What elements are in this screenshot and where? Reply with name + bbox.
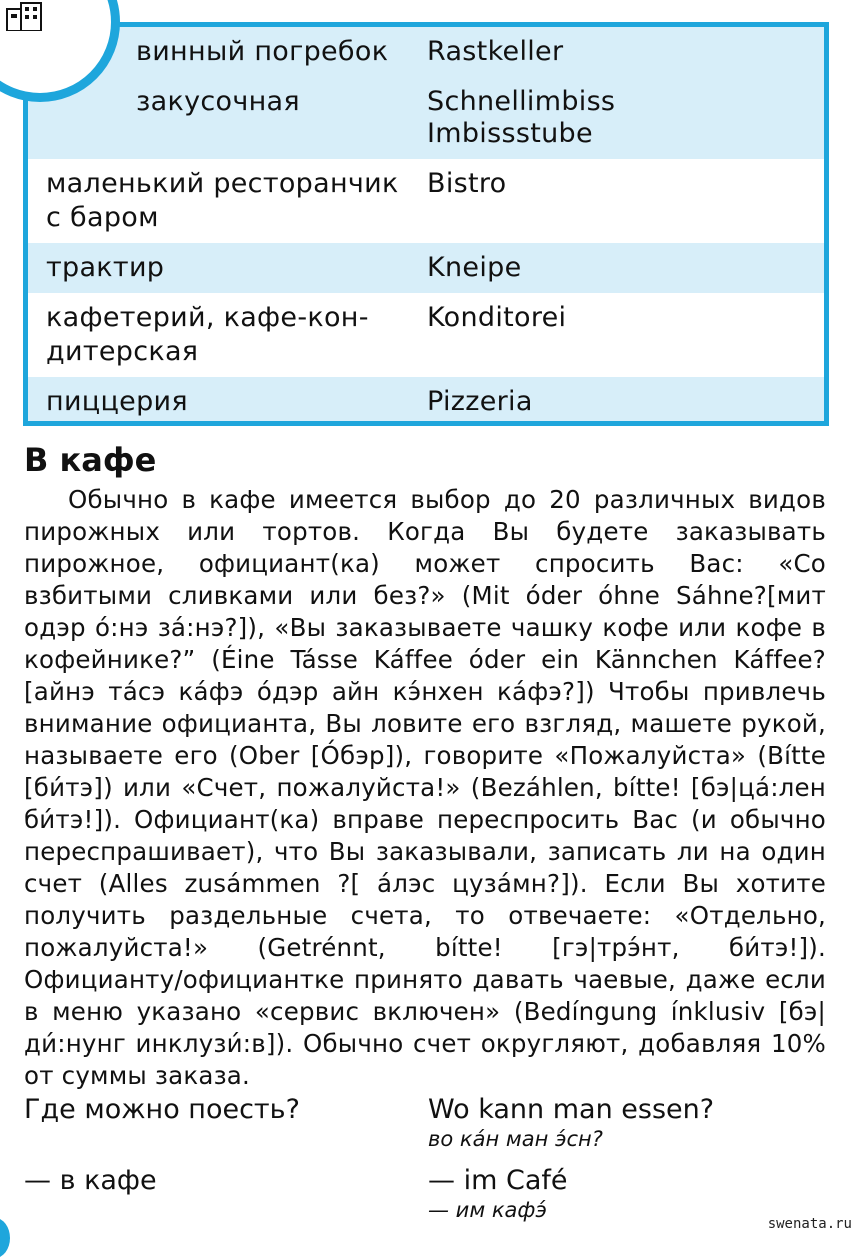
phrase-ru: — в кафе — [24, 1165, 157, 1196]
de-term: Rastkeller — [427, 36, 564, 67]
table-row — [28, 27, 824, 77]
phrase-pronunciation: во ка́н ман э́сн? — [428, 1127, 603, 1151]
ru-term-cont: с баром — [46, 202, 159, 233]
section-heading: В кафе — [24, 441, 157, 479]
table-row — [28, 377, 824, 421]
table-row — [28, 77, 824, 159]
de-term: Bistro — [427, 168, 507, 199]
phrase-ru: Где можно поесть? — [24, 1094, 300, 1125]
phrase-de: — im Café — [428, 1165, 568, 1196]
watermark: swenata.ru — [767, 1216, 852, 1232]
table-row — [28, 159, 824, 243]
de-term: Schnellimbiss — [427, 86, 616, 117]
table-row — [28, 293, 824, 377]
ru-term: закусочная — [136, 86, 300, 117]
de-term: Kneipe — [427, 252, 522, 283]
de-term: Pizzeria — [427, 386, 533, 417]
ru-term: маленький ресторанчик — [46, 168, 399, 199]
vocabulary-table — [23, 22, 829, 426]
ru-term: пиццерия — [46, 386, 188, 417]
ru-term: кафетерий, кафе-кон- — [46, 302, 369, 333]
ru-term: винный погребок — [136, 36, 389, 67]
table-row — [28, 243, 824, 293]
phrase-de: Wo kann man essen? — [428, 1094, 715, 1125]
corner-decoration — [0, 1218, 10, 1258]
building-icon — [5, 1, 45, 31]
phrase-pronunciation: — им кафэ́ — [428, 1198, 547, 1222]
ru-term: трактир — [46, 252, 165, 283]
ru-term-cont: дитерская — [46, 336, 199, 367]
de-term: Konditorei — [427, 302, 567, 333]
section-paragraph: Обычно в кафе имеется выбор до 20 различных видов пирожных или тортов. Когда Вы будете заказывать пирожное, официант(ка) может спросить Вас: «Со взбитыми сливками или без?» (Mit óder óhne Sáhne?[мит одэр о́:нэ за́:нэ?]), «Вы заказываете чашку кофе или кофе в кофейнике?” (Éine Tásse Káffee óder ein Kännchen Káffee? [айнэ та́сэ ка́фэ о́дэр айн кэ́нхен ка́фэ?]) Чтобы привлечь внимание официанта, Вы ловите его взгляд, машете рукой, называете его (Ober [О́бэр]), говорите «Пожалуйста» (Bítte [би́тэ]) или «Счет, пожалуйста!» (Bezáhlen, bítte! [бэ|ца́:лен би́тэ!]). Официант(ка) вправе переспросить Вас (и обычно переспрашивает), что Вы заказывали, записать ли на один счет (Alles zusámmen ?[ а́лэс цуза́мн?]). Если Вы хотите получить раздельные счета, то отвечаете: «Отдельно, пожалуйста!» (Getrénnt, bítte! [гэ|трэ́нт, би́тэ!]). Официанту/официантке принято давать чаевые, даже если в меню указано «сервис включен» (Bedíngung ínklusiv [бэ|ди́:нунг инклузи́:в]). Обычно счет округляют, добавляя 10% от суммы заказа. — [24, 485, 826, 1090]
de-term-alt: Imbissstube — [427, 118, 593, 149]
